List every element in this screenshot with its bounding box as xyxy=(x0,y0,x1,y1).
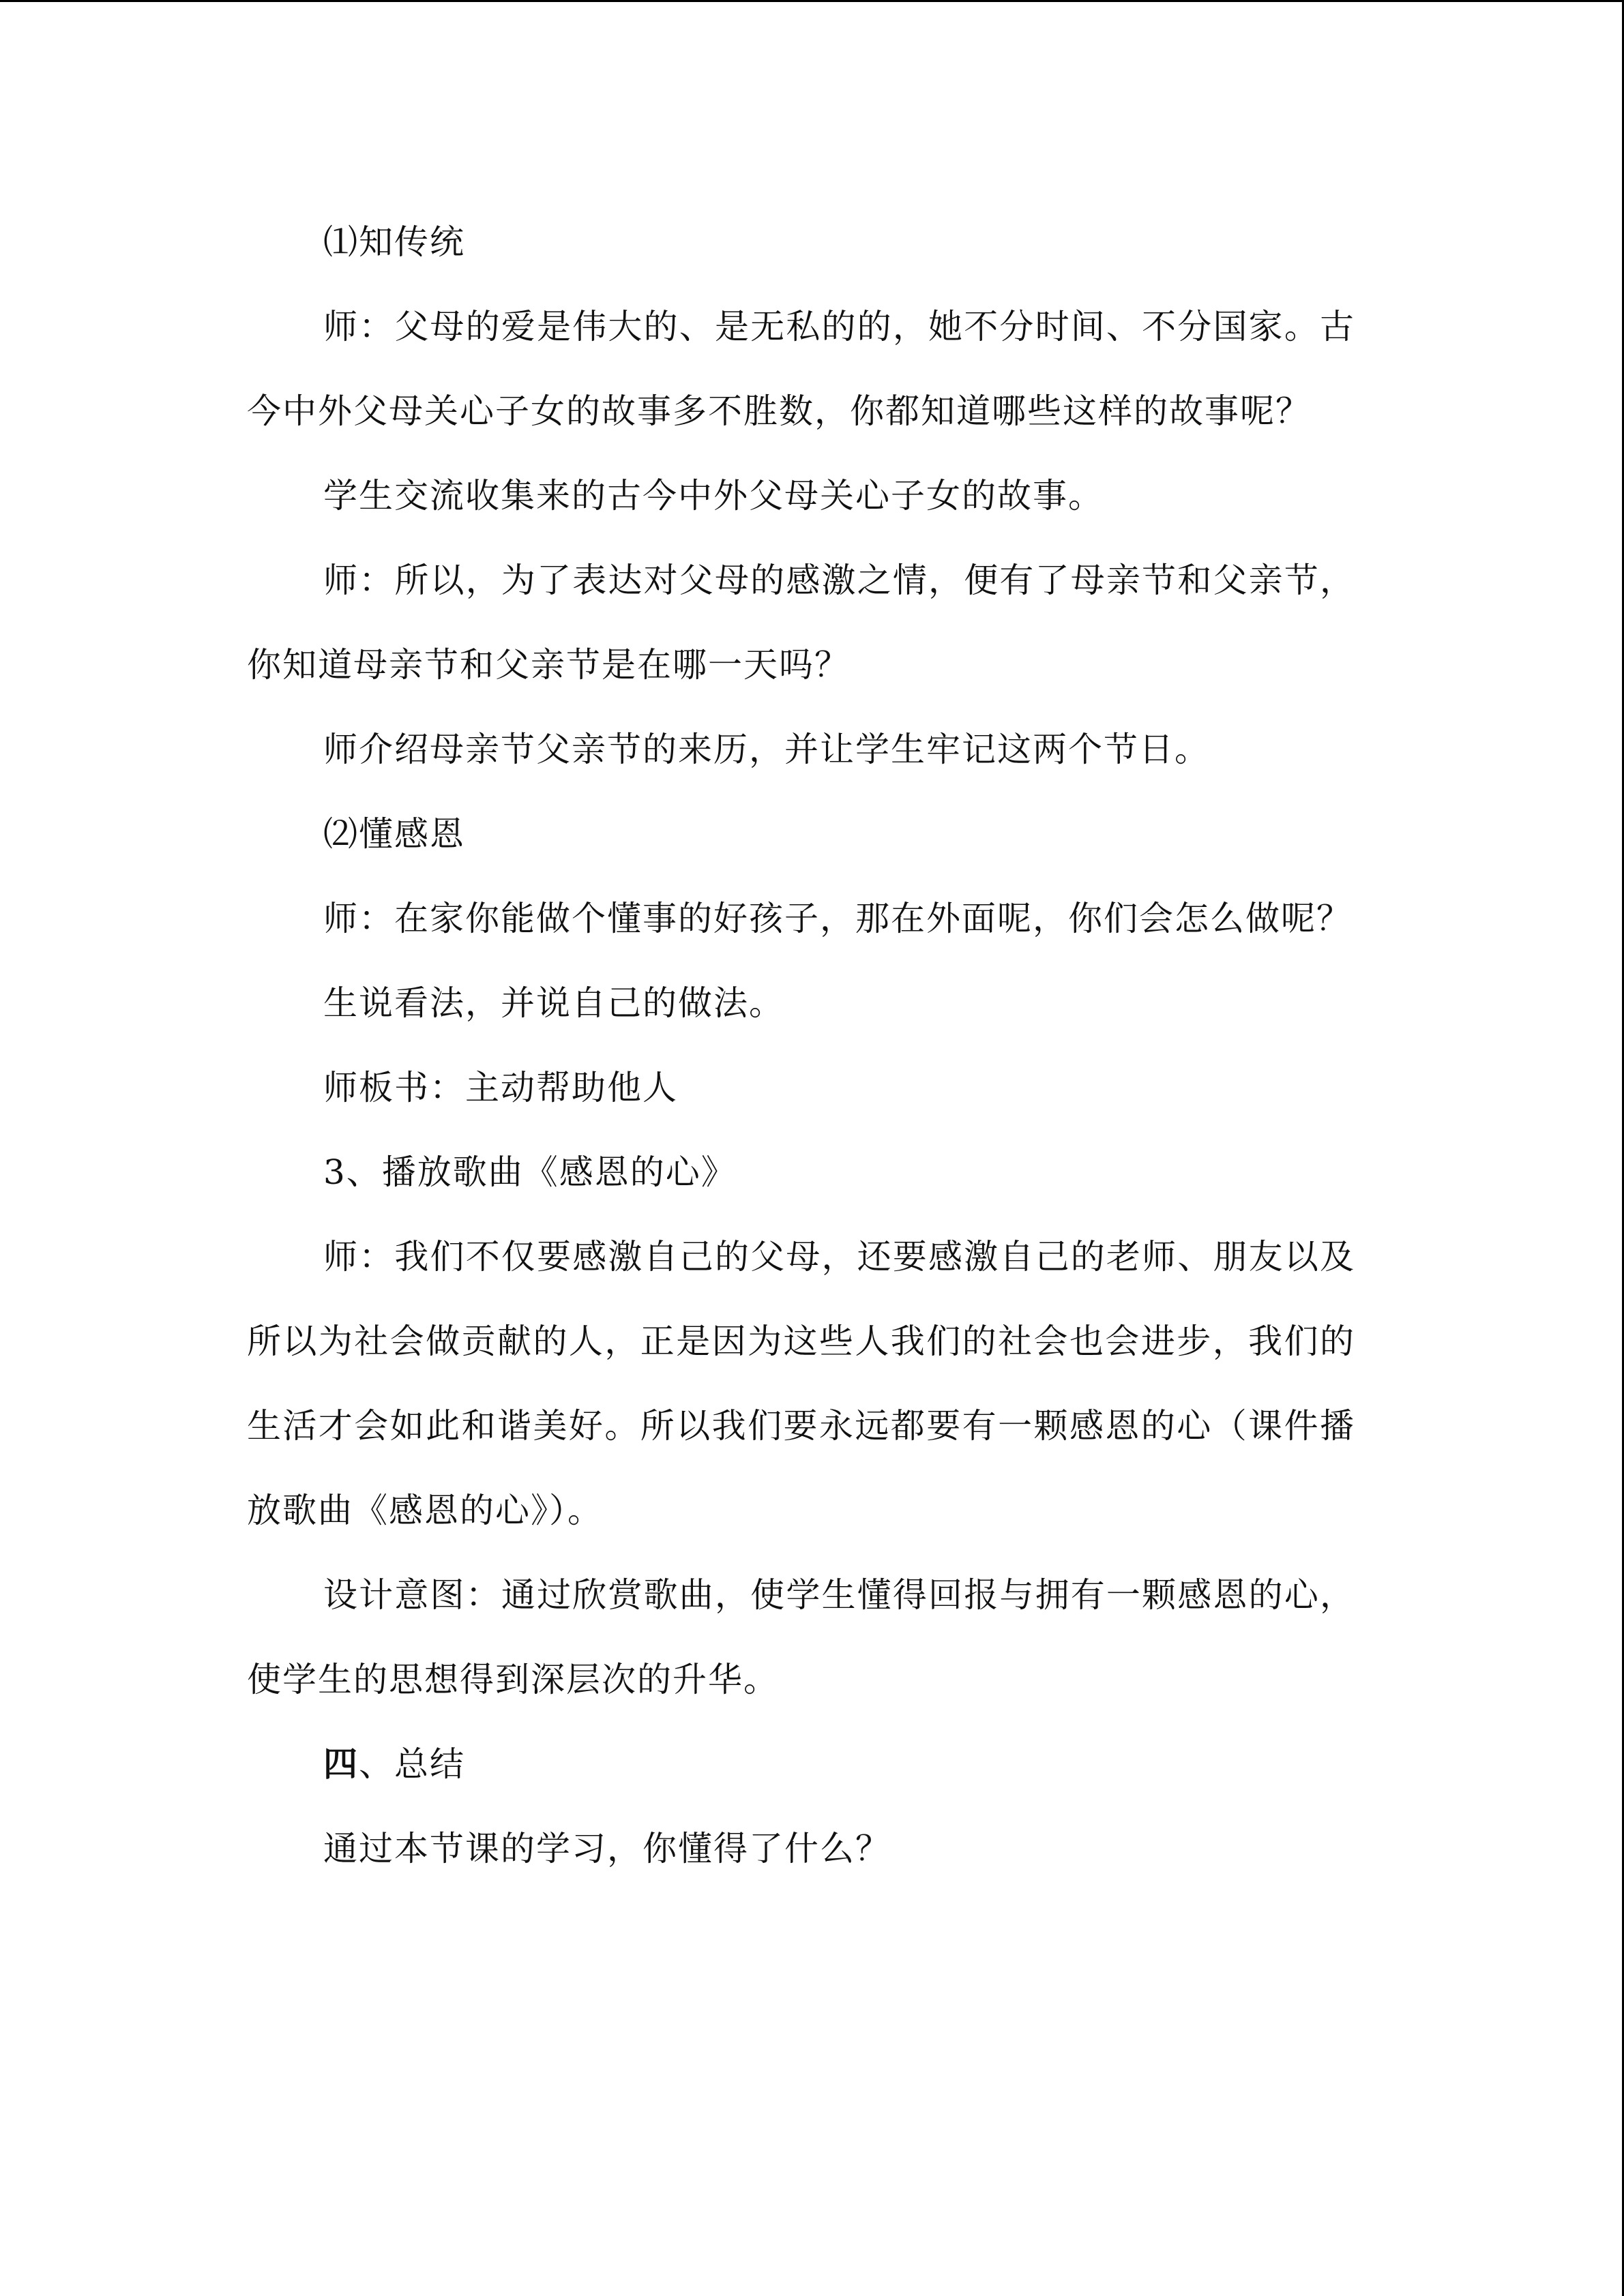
section-heading-understand-gratitude: ⑵懂感恩 xyxy=(323,814,465,854)
paragraph-teacher-introduces-holidays: 师介绍母亲节父亲节的来历，并让学生牢记这两个节日。 xyxy=(323,730,1210,769)
section-heading-summary xyxy=(247,1722,1355,1806)
paragraph-students-share-views: 生说看法，并说自己的做法。 xyxy=(323,983,784,1023)
summary-heading-number: 四 xyxy=(323,1744,359,1784)
section-heading-know-tradition: ⑴知传统 xyxy=(323,222,465,262)
paragraph-teacher-parents-love: 师：父母的爱是伟大的、是无私的的，她不分时间、不分国家。古今中外父母关心子女的故事多不胜数，你都知道哪些这样的故事呢？ xyxy=(247,307,1355,431)
paragraph-teacher-gratitude-society: 师：我们不仅要感激自己的父母，还要感激自己的老师、朋友以及所以为社会做贡献的人，正是因为这些人我们的社会也会进步，我们的生活才会如此和谐美好。所以我们要永远都要有一颗感恩的心（课件播放歌曲《感恩的心》）。 xyxy=(247,1237,1355,1530)
paragraph-design-intent: 设计意图：通过欣赏歌曲，使学生懂得回报与拥有一颗感恩的心，使学生的思想得到深层次的升华。 xyxy=(247,1575,1355,1699)
section-heading-play-song: 3、播放歌曲《感恩的心》 xyxy=(323,1152,737,1192)
summary-heading-label: 、总结 xyxy=(359,1744,465,1784)
paragraph-summary-question: 通过本节课的学习，你懂得了什么？ xyxy=(323,1829,891,1868)
document-body xyxy=(247,200,1355,1891)
paragraph-teacher-outside-behavior: 师：在家你能做个懂事的好孩子，那在外面呢，你们会怎么做呢？ xyxy=(323,899,1352,938)
paragraph-teacher-mothers-fathers-day: 师：所以，为了表达对父母的感激之情，便有了母亲节和父亲节，你知道母亲节和父亲节是在哪一天吗？ xyxy=(247,561,1355,685)
paragraph-students-share-stories: 学生交流收集来的古今中外父母关心子女的故事。 xyxy=(323,476,1104,516)
paragraph-board-writing: 师板书：主动帮助他人 xyxy=(323,1068,678,1107)
